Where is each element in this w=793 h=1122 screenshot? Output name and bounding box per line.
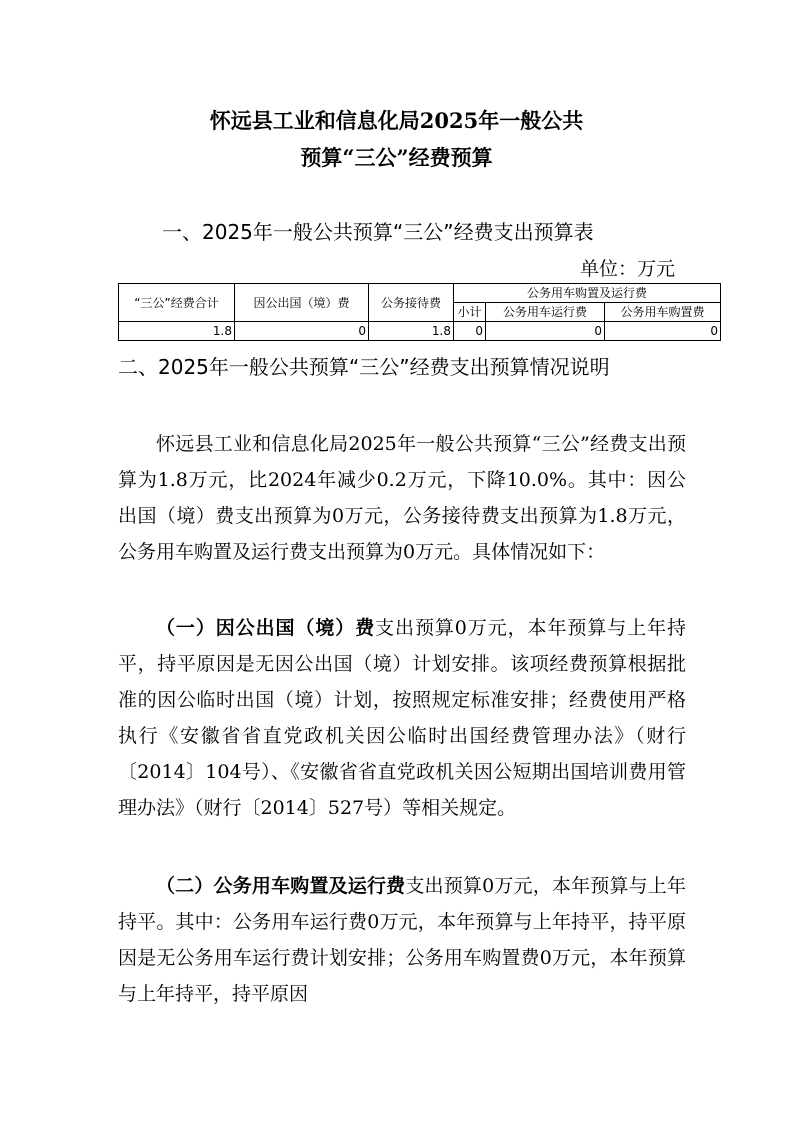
document-title-line-1: 怀远县工业和信息化局2025年一般公共 bbox=[209, 108, 584, 133]
value-vehicle-operation: 0 bbox=[486, 322, 605, 341]
abroad-lead: （一）因公出国（境）费 bbox=[156, 617, 376, 639]
value-reception: 1.8 bbox=[369, 322, 454, 341]
value-total: 1.8 bbox=[119, 322, 235, 341]
abroad-text: 支出预算0万元，本年预算与上年持平，持平原因是无因公出国（境）计划安排。该项经费预算根据批准的因公临时出国（境）计划，按照规定标准安排；经费使用严格执行《安徽省省直党政机关因公临时出国经费管理办法》（财行〔2014〕104号）、《安徽省省直党政机关因公短期出国培训费用管理办法》（财行〔2014〕527号）等相关规定。 bbox=[118, 617, 686, 819]
header-total: “三公”经费合计 bbox=[119, 284, 235, 322]
value-abroad: 0 bbox=[235, 322, 369, 341]
intro-paragraph bbox=[118, 426, 686, 570]
unit-label: 单位：万元 bbox=[579, 258, 675, 280]
intro-text: 怀远县工业和信息化局2025年一般公共预算“三公”经费支出预算为1.8万元，比2024年减少0.2万元，下降10.0%。其中：因公出国（境）费支出预算为0万元，公务接待费支出预算为1.8万元，公务用车购置及运行费支出预算为0万元。具体情况如下： bbox=[118, 433, 686, 563]
header-vehicle-operation: 公务用车运行费 bbox=[486, 303, 605, 322]
vehicle-lead: （二）公务用车购置及运行费 bbox=[156, 875, 406, 897]
table-header-row-1 bbox=[119, 284, 721, 303]
header-abroad: 因公出国（境）费 bbox=[235, 284, 369, 322]
section-1-heading: 一、2025年一般公共预算“三公”经费支出预算表 bbox=[162, 220, 594, 244]
document-title-line-2: 预算“三公”经费预算 bbox=[300, 145, 493, 170]
abroad-paragraph bbox=[118, 610, 686, 826]
section-2-heading: 二、2025年一般公共预算“三公”经费支出预算情况说明 bbox=[118, 355, 610, 379]
header-vehicle-group: 公务用车购置及运行费 bbox=[454, 284, 721, 303]
table-row bbox=[119, 322, 721, 341]
vehicle-paragraph bbox=[118, 868, 686, 1012]
value-vehicle-purchase: 0 bbox=[605, 322, 721, 341]
header-subtotal: 小计 bbox=[454, 303, 486, 322]
budget-table bbox=[118, 283, 721, 341]
header-reception: 公务接待费 bbox=[369, 284, 454, 322]
vehicle-text: 支出预算0万元，本年预算与上年持平。其中：公务用车运行费0万元，本年预算与上年持平，持平原因是无公务用车运行费计划安排；公务用车购置费0万元，本年预算与上年持平，持平原因 bbox=[118, 875, 686, 1005]
value-subtotal: 0 bbox=[454, 322, 486, 341]
header-vehicle-purchase: 公务用车购置费 bbox=[605, 303, 721, 322]
